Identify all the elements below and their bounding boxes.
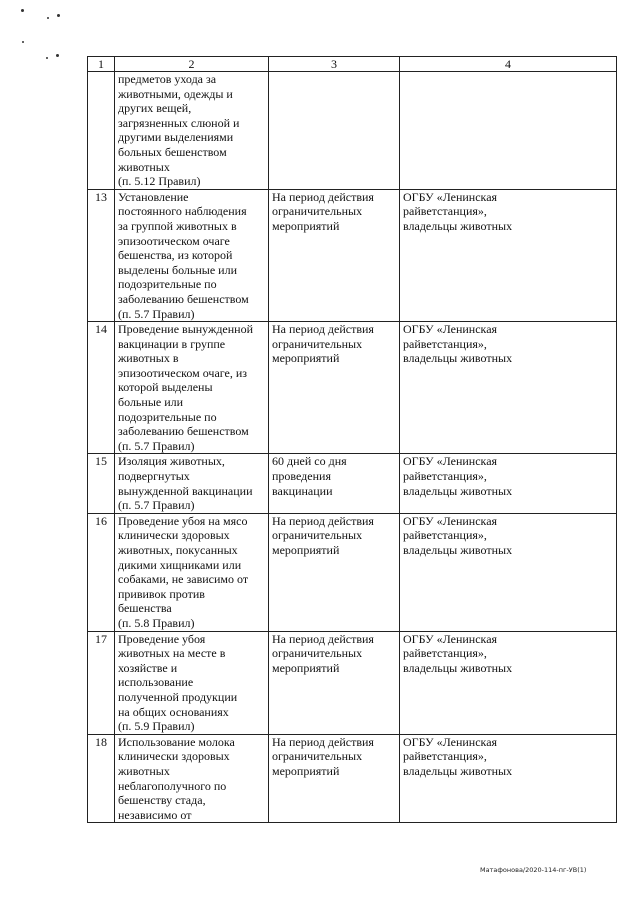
column-header-term: 3 bbox=[269, 57, 400, 72]
term-text: На период действия ограничительных мероприятий bbox=[272, 734, 374, 778]
responsible-cell bbox=[400, 734, 617, 823]
event-text: Проведение убоя животных на месте в хозяйстве и использование полученной продукции на общих основаниях (п. 5.9 Правил) bbox=[118, 631, 238, 734]
event-text: Проведение вынужденной вакцинации в группе животных в эпизоотическом очаге, из которой выделены больные или подозрительные по заболеванию бешенством (п. 5.7 Правил) bbox=[118, 322, 254, 453]
term-text: На период действия ограничительных мероприятий bbox=[272, 513, 374, 557]
responsible-cell bbox=[400, 454, 617, 513]
term-cell bbox=[269, 72, 400, 190]
row-number: 15 bbox=[88, 454, 115, 513]
table-row bbox=[88, 322, 617, 454]
table-row bbox=[88, 631, 617, 734]
event-cell bbox=[115, 513, 269, 631]
term-text: На период действия ограничительных мероприятий bbox=[272, 189, 374, 233]
term-cell bbox=[269, 189, 400, 321]
responsible-cell bbox=[400, 322, 617, 454]
measures-table bbox=[87, 56, 617, 823]
term-cell bbox=[269, 513, 400, 631]
event-text: предметов ухода за животными, одежды и других вещей, загрязненных слюной и другими выделениями больных бешенством животных (п. 5.12 Правил) bbox=[118, 72, 240, 189]
column-header-responsible: 4 bbox=[400, 57, 617, 72]
scan-speck bbox=[22, 41, 24, 43]
responsible-text: ОГБУ «Ленинская райветстанция», владельцы животных bbox=[403, 189, 513, 233]
responsible-text: ОГБУ «Ленинская райветстанция», владельцы животных bbox=[403, 454, 513, 498]
scan-speck bbox=[21, 9, 24, 12]
event-text: Изоляция животных, подвергнутых вынужденной вакцинации (п. 5.7 Правил) bbox=[118, 454, 253, 513]
event-text: Проведение убоя на мясо клинически здоровых животных, покусанных дикими хищниками или собаками, не зависимо от прививок против бешенства (п. 5.8 Правил) bbox=[118, 513, 249, 630]
event-text: Установление постоянного наблюдения за группой животных в эпизоотическом очаге бешенства, из которой выделены больные или подозрительные по заболеванию бешенством (п. 5.7 Правил) bbox=[118, 189, 249, 321]
table-row bbox=[88, 734, 617, 823]
table-body bbox=[88, 72, 617, 823]
table-row bbox=[88, 189, 617, 321]
row-number: 16 bbox=[88, 513, 115, 631]
responsible-cell bbox=[400, 631, 617, 734]
scan-speck bbox=[57, 14, 60, 17]
event-cell bbox=[115, 72, 269, 190]
event-text: Использование молока клинически здоровых животных неблагополучного по бешенству стада, независимо от bbox=[118, 734, 235, 822]
column-header-event: 2 bbox=[115, 57, 269, 72]
term-text: На период действия ограничительных мероприятий bbox=[272, 322, 374, 366]
event-cell bbox=[115, 189, 269, 321]
responsible-text: ОГБУ «Ленинская райветстанция», владельцы животных bbox=[403, 322, 513, 366]
row-number: 18 bbox=[88, 734, 115, 823]
table-row bbox=[88, 72, 617, 190]
table-row bbox=[88, 513, 617, 631]
row-number: 17 bbox=[88, 631, 115, 734]
event-cell bbox=[115, 631, 269, 734]
responsible-cell bbox=[400, 513, 617, 631]
row-number: 13 bbox=[88, 189, 115, 321]
event-cell bbox=[115, 322, 269, 454]
table-row bbox=[88, 454, 617, 513]
responsible-cell bbox=[400, 72, 617, 190]
responsible-text: ОГБУ «Ленинская райветстанция», владельцы животных bbox=[403, 631, 513, 675]
table-header bbox=[88, 57, 617, 72]
document-reference: Матафонова/2020-114-пг-УВ(1) bbox=[480, 866, 587, 874]
term-text: 60 дней со дня проведения вакцинации bbox=[272, 454, 347, 498]
row-number bbox=[88, 72, 115, 190]
responsible-text: ОГБУ «Ленинская райветстанция», владельцы животных bbox=[403, 513, 513, 557]
event-cell bbox=[115, 454, 269, 513]
responsible-text: ОГБУ «Ленинская райветстанция», владельцы животных bbox=[403, 734, 513, 778]
term-text: На период действия ограничительных мероприятий bbox=[272, 631, 374, 675]
term-cell bbox=[269, 734, 400, 823]
responsible-cell bbox=[400, 189, 617, 321]
row-number: 14 bbox=[88, 322, 115, 454]
column-header-number: 1 bbox=[88, 57, 115, 72]
term-cell bbox=[269, 631, 400, 734]
scan-speck bbox=[46, 57, 48, 59]
term-cell bbox=[269, 322, 400, 454]
event-cell bbox=[115, 734, 269, 823]
scan-speck bbox=[47, 17, 49, 19]
scan-speck bbox=[56, 54, 59, 57]
term-cell bbox=[269, 454, 400, 513]
